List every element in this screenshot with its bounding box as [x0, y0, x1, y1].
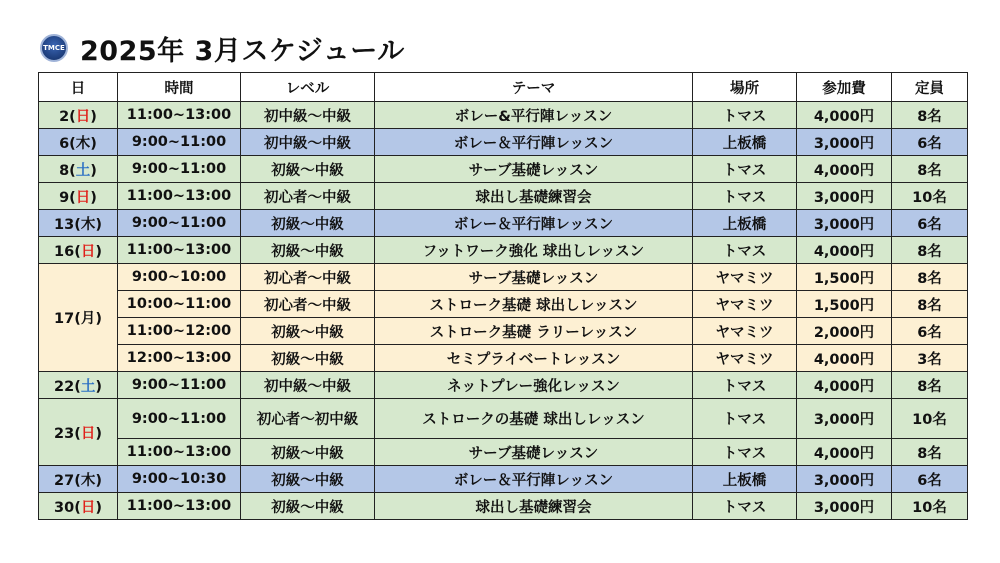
capacity-cell: 6名 [892, 129, 968, 156]
theme-cell: サーブ基礎レッスン [375, 264, 693, 291]
capacity-cell: 6名 [892, 318, 968, 345]
schedule-table [38, 72, 968, 520]
capacity-cell: 10名 [892, 399, 968, 439]
fee-cell: 4,000円 [797, 372, 892, 399]
time-cell: 11:00~13:00 [118, 237, 241, 264]
level-cell: 初心者〜初中級 [241, 399, 375, 439]
theme-cell: ストローク基礎 ラリーレッスン [375, 318, 693, 345]
fee-cell: 4,000円 [797, 439, 892, 466]
time-cell: 9:00~11:00 [118, 399, 241, 439]
table-row [39, 291, 968, 318]
level-cell: 初心者〜中級 [241, 264, 375, 291]
date-cell: 6(木) [39, 129, 118, 156]
level-cell: 初級〜中級 [241, 156, 375, 183]
capacity-cell: 10名 [892, 493, 968, 520]
time-cell: 10:00~11:00 [118, 291, 241, 318]
theme-cell: サーブ基礎レッスン [375, 439, 693, 466]
capacity-cell: 8名 [892, 156, 968, 183]
time-cell: 9:00~10:30 [118, 466, 241, 493]
table-row [39, 345, 968, 372]
theme-cell: ストロークの基礎 球出しレッスン [375, 399, 693, 439]
level-cell: 初心者〜中級 [241, 291, 375, 318]
place-cell: ヤマミツ [693, 291, 797, 318]
time-cell: 9:00~11:00 [118, 372, 241, 399]
time-cell: 11:00~13:00 [118, 183, 241, 210]
place-cell: トマス [693, 102, 797, 129]
theme-cell: ボレー&平行陣レッスン [375, 102, 693, 129]
time-cell: 9:00~11:00 [118, 156, 241, 183]
date-cell: 23(日) [39, 399, 118, 466]
col-header-time: 時間 [118, 73, 241, 102]
date-cell: 8(土) [39, 156, 118, 183]
theme-cell: ネットプレー強化レッスン [375, 372, 693, 399]
theme-cell: サーブ基礎レッスン [375, 156, 693, 183]
level-cell: 初級〜中級 [241, 210, 375, 237]
place-cell: 上板橋 [693, 210, 797, 237]
place-cell: トマス [693, 156, 797, 183]
level-cell: 初級〜中級 [241, 466, 375, 493]
page-header [40, 28, 405, 68]
place-cell: トマス [693, 493, 797, 520]
table-row [39, 183, 968, 210]
capacity-cell: 8名 [892, 439, 968, 466]
level-cell: 初級〜中級 [241, 345, 375, 372]
time-cell: 11:00~13:00 [118, 439, 241, 466]
fee-cell: 2,000円 [797, 318, 892, 345]
table-row [39, 237, 968, 264]
capacity-cell: 8名 [892, 372, 968, 399]
date-cell: 22(土) [39, 372, 118, 399]
table-row [39, 439, 968, 466]
theme-cell: 球出し基礎練習会 [375, 183, 693, 210]
fee-cell: 3,000円 [797, 493, 892, 520]
capacity-cell: 10名 [892, 183, 968, 210]
theme-cell: ボレー＆平行陣レッスン [375, 210, 693, 237]
table-header-row [39, 73, 968, 102]
place-cell: ヤマミツ [693, 264, 797, 291]
capacity-cell: 6名 [892, 466, 968, 493]
fee-cell: 1,500円 [797, 291, 892, 318]
date-cell: 16(日) [39, 237, 118, 264]
fee-cell: 4,000円 [797, 102, 892, 129]
place-cell: トマス [693, 439, 797, 466]
logo-text: TMCE [43, 44, 65, 52]
time-cell: 9:00~11:00 [118, 129, 241, 156]
capacity-cell: 8名 [892, 264, 968, 291]
date-cell: 30(日) [39, 493, 118, 520]
col-header-fee: 参加費 [797, 73, 892, 102]
theme-cell: ボレー＆平行陣レッスン [375, 466, 693, 493]
place-cell: ヤマミツ [693, 318, 797, 345]
time-cell: 11:00~13:00 [118, 493, 241, 520]
fee-cell: 4,000円 [797, 345, 892, 372]
table-row [39, 318, 968, 345]
theme-cell: フットワーク強化 球出しレッスン [375, 237, 693, 264]
page-title: 2025年 3月スケジュール [80, 35, 405, 67]
level-cell: 初級〜中級 [241, 237, 375, 264]
level-cell: 初級〜中級 [241, 318, 375, 345]
capacity-cell: 8名 [892, 291, 968, 318]
level-cell: 初中級〜中級 [241, 129, 375, 156]
theme-cell: ストローク基礎 球出しレッスン [375, 291, 693, 318]
table-row [39, 156, 968, 183]
fee-cell: 3,000円 [797, 129, 892, 156]
date-cell: 9(日) [39, 183, 118, 210]
level-cell: 初級〜中級 [241, 493, 375, 520]
fee-cell: 3,000円 [797, 466, 892, 493]
col-header-theme: テーマ [375, 73, 693, 102]
time-cell: 12:00~13:00 [118, 345, 241, 372]
theme-cell: 球出し基礎練習会 [375, 493, 693, 520]
fee-cell: 3,000円 [797, 210, 892, 237]
time-cell: 9:00~11:00 [118, 210, 241, 237]
level-cell: 初心者〜中級 [241, 183, 375, 210]
table-row [39, 210, 968, 237]
place-cell: トマス [693, 372, 797, 399]
table-row [39, 129, 968, 156]
capacity-cell: 8名 [892, 102, 968, 129]
place-cell: トマス [693, 399, 797, 439]
theme-cell: セミプライベートレッスン [375, 345, 693, 372]
col-header-capacity: 定員 [892, 73, 968, 102]
date-cell: 13(木) [39, 210, 118, 237]
fee-cell: 3,000円 [797, 399, 892, 439]
fee-cell: 4,000円 [797, 237, 892, 264]
capacity-cell: 8名 [892, 237, 968, 264]
level-cell: 初中級〜中級 [241, 102, 375, 129]
table-row [39, 493, 968, 520]
level-cell: 初級〜中級 [241, 439, 375, 466]
theme-cell: ボレー＆平行陣レッスン [375, 129, 693, 156]
date-cell: 27(木) [39, 466, 118, 493]
level-cell: 初中級〜中級 [241, 372, 375, 399]
place-cell: ヤマミツ [693, 345, 797, 372]
table-row [39, 102, 968, 129]
fee-cell: 1,500円 [797, 264, 892, 291]
place-cell: トマス [693, 237, 797, 264]
time-cell: 11:00~13:00 [118, 102, 241, 129]
col-header-level: レベル [241, 73, 375, 102]
place-cell: 上板橋 [693, 129, 797, 156]
table-row [39, 264, 968, 291]
capacity-cell: 6名 [892, 210, 968, 237]
table-row [39, 399, 968, 439]
place-cell: 上板橋 [693, 466, 797, 493]
fee-cell: 3,000円 [797, 183, 892, 210]
time-cell: 11:00~12:00 [118, 318, 241, 345]
capacity-cell: 3名 [892, 345, 968, 372]
date-cell: 2(日) [39, 102, 118, 129]
club-logo [40, 34, 68, 62]
fee-cell: 4,000円 [797, 156, 892, 183]
col-header-place: 場所 [693, 73, 797, 102]
table-row [39, 372, 968, 399]
col-header-date: 日 [39, 73, 118, 102]
time-cell: 9:00~10:00 [118, 264, 241, 291]
place-cell: トマス [693, 183, 797, 210]
date-cell: 17(月) [39, 264, 118, 372]
table-row [39, 466, 968, 493]
